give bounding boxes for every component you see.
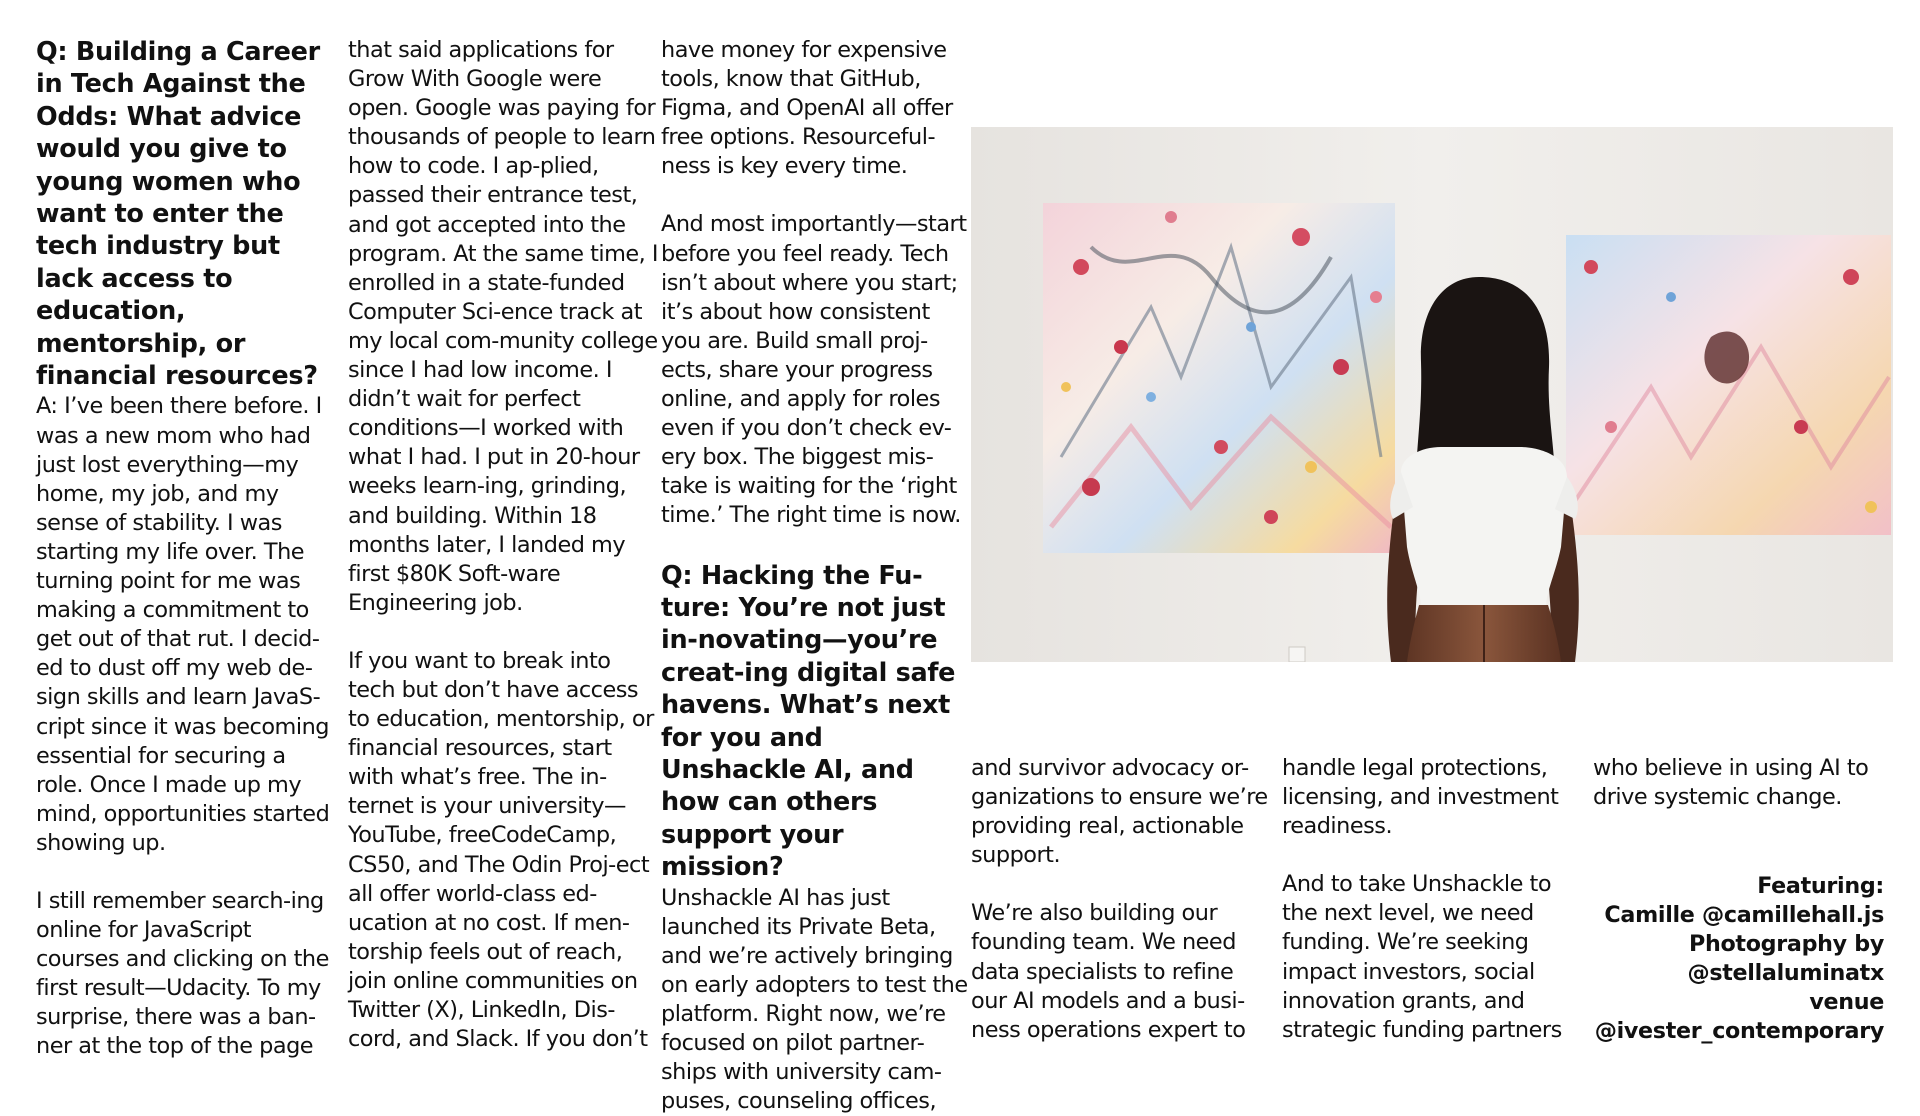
answer-2-paragraph-3-continued: who believe in using AI to drive systemic change. bbox=[1593, 755, 1869, 811]
answer-1-paragraph-4: And most importantly—start before you feel ready. Tech isn’t about where you start; it’s about how consistent you are. Build small proj-ects, share your progress online, and apply for roles even if you don’t check ev-ery box. The biggest mis-take is waiting for the ‘right time.’ The right time is now. bbox=[661, 211, 967, 529]
answer-2-paragraph-2-continued: handle legal protections, licensing, and investment readiness. bbox=[1282, 755, 1559, 840]
article-column-2 bbox=[348, 36, 658, 1054]
painting-left bbox=[1043, 203, 1395, 553]
question-1-heading: Q: Building a Career in Tech Against the Odds: What advice would you give to young women who want to enter the tech industry but lack access to education, mentorship, or financial resources? bbox=[36, 37, 320, 392]
question-2-heading: Q: Hacking the Fu-ture: You’re not just in-novating—you’re creat-ing digital safe havens. What’s next for you and Unshackle AI, and how can others support your mission? bbox=[661, 560, 956, 883]
credit-venue-label: venue bbox=[1809, 989, 1884, 1015]
answer-1-paragraph-1: A: I’ve been there before. I was a new mom who had just lost everything—my home, my job, and my sense of stability. I was starting my life over. The turning point for me was making a commitment to get out of that rut. I decid-ed to dust off my web de-sign skills and learn JavaS-cript since it was becoming essential for securing a role. Once I made up my mind, opportunities started showing up. bbox=[36, 393, 330, 856]
answer-1-paragraph-3-continued: have money for expensive tools, know that GitHub, Figma, and OpenAI all offer free options. Resourceful-ness is key every time. bbox=[661, 37, 953, 180]
answer-2-paragraph-2: We’re also building our founding team. We need data specialists to refine our AI models and a busi-ness operations expert to bbox=[971, 900, 1246, 1043]
article-column-1 bbox=[36, 36, 334, 1062]
article-column-4 bbox=[971, 754, 1271, 1045]
gallery-photo-illustration bbox=[971, 127, 1893, 662]
article-column-6 bbox=[1593, 754, 1893, 812]
painting-right bbox=[1566, 235, 1891, 535]
credit-photographer-handle: @stellaluminatx bbox=[1687, 960, 1884, 986]
answer-2-paragraph-1-continued: and survivor advocacy or-ganizations to ensure we’re providing real, actionable support. bbox=[971, 755, 1268, 869]
gallery-photo bbox=[971, 127, 1893, 662]
credit-featuring-label: Featuring: bbox=[1757, 873, 1884, 899]
answer-1-paragraph-3: If you want to break into tech but don’t have access to education, mentorship, or financial resources, start with what’s free. The in-ternet is your university—YouTube, freeCodeCamp, CS50, and The Odin Proj-ect all offer world-class ed-ucation at no cost. If men-torship feels out of reach, join online communities on Twitter (X), LinkedIn, Dis-cord, and Slack. If you don’t bbox=[348, 647, 654, 1053]
article-column-3 bbox=[661, 36, 971, 1116]
photo-credits bbox=[1564, 872, 1884, 1046]
credit-featuring-name: Camille @camillehall.js bbox=[1604, 902, 1884, 928]
answer-1-paragraph-2: I still remember search-ing online for JavaScript courses and clicking on the first result—Udacity. To my surprise, there was a ban-ner at the top of the page bbox=[36, 887, 329, 1060]
answer-2-paragraph-3: And to take Unshackle to the next level, we need funding. We’re seeking impact investors, social innovation grants, and strategic funding partners bbox=[1282, 871, 1562, 1043]
credit-venue-handle: @ivester_contemporary bbox=[1594, 1018, 1884, 1044]
answer-1-paragraph-2-continued: that said applications for Grow With Google were open. Google was paying for thousands of people to learn how to code. I ap-plied, passed their entrance test, and got accepted into the program. At the same time, I enrolled in a state-funded Computer Sci-ence track at my local com-munity college since I had low income. I didn’t wait for perfect conditions—I worked with what I had. I put in 20-hour weeks learn-ing, grinding, and building. Within 18 months later, I landed my first $80K Soft-ware Engineering job. bbox=[348, 37, 659, 616]
answer-2-paragraph-1: Unshackle AI has just launched its Private Beta, and we’re actively bringing on early adopters to test the platform. Right now, we’re focused on pilot partner-ships with university cam-puses, counseling offices, bbox=[661, 884, 968, 1115]
credit-photography-label: Photography by bbox=[1689, 931, 1884, 957]
article-column-5 bbox=[1282, 754, 1582, 1045]
